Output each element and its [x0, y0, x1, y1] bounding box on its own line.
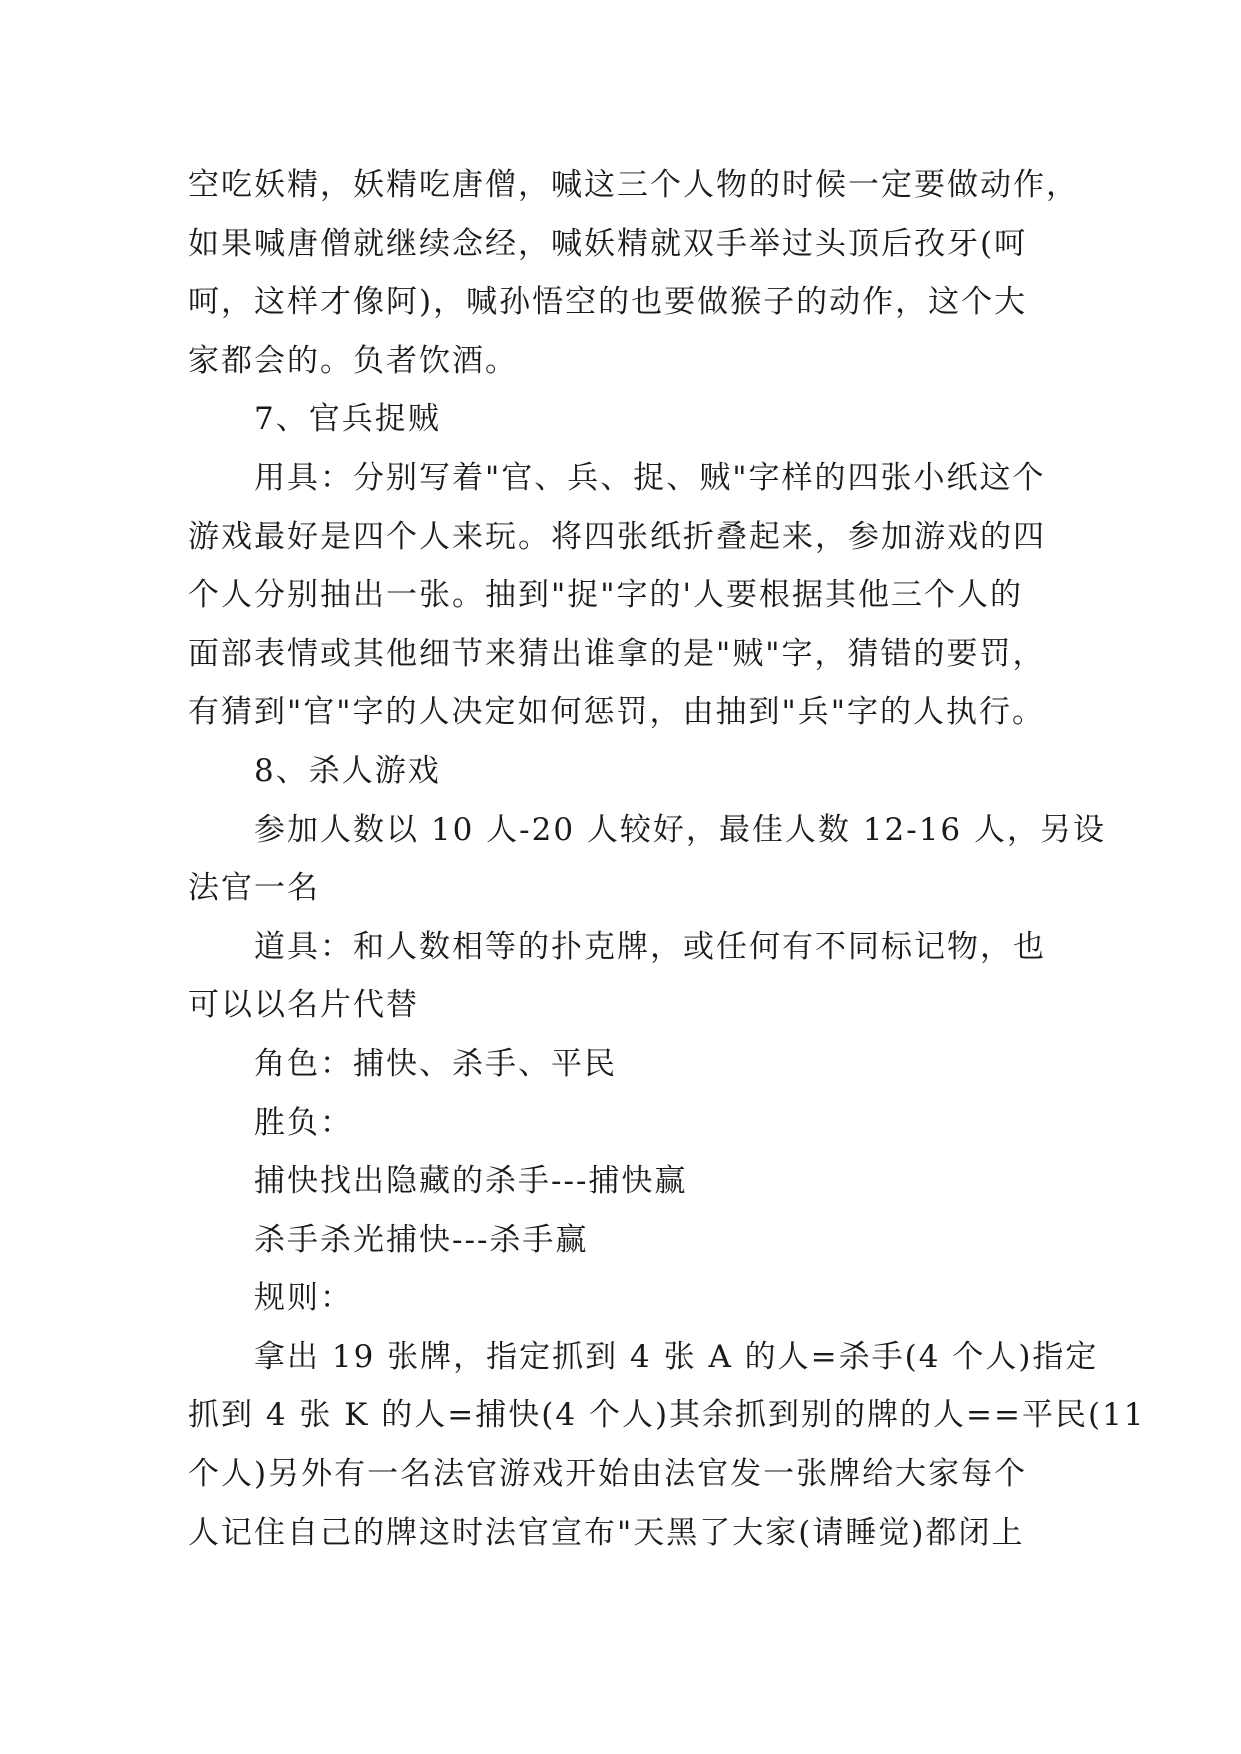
text-line: 游戏最好是四个人来玩。将四张纸折叠起来，参加游戏的四 — [188, 518, 1046, 555]
text-line: 抓到 4 张 K 的人=捕快(4 个人)其余抓到别的牌的人==平民(11 — [188, 1397, 1146, 1434]
text-line: 捕快找出隐藏的杀手---捕快赢 — [254, 1163, 688, 1200]
text-line: 可以以名片代替 — [188, 987, 419, 1024]
text-line: 空吃妖精，妖精吃唐僧，喊这三个人物的时候一定要做动作， — [188, 167, 1079, 203]
text-line: 参加人数以 10 人-20 人较好，最佳人数 12-16 人，另设 — [254, 811, 1107, 848]
text-line: 胜负： — [254, 1104, 353, 1141]
text-line: 个人分别抽出一张。抽到"捉"字的'人要根据其他三个人的 — [188, 577, 1024, 614]
text-line: 道具：和人数相等的扑克牌，或任何有不同标记物，也 — [254, 928, 1046, 965]
text-line: 个人)另外有一名法官游戏开始由法官发一张牌给大家每个 — [188, 1456, 1028, 1493]
text-line: 用具：分别写着"官、兵、捉、贼"字样的四张小纸这个 — [254, 459, 1046, 496]
section-heading: 7、官兵捉贼 — [254, 401, 441, 438]
text-line: 如果喊唐僧就继续念经，喊妖精就双手举过头顶后孜牙(呵 — [188, 225, 1028, 262]
text-line: 面部表情或其他细节来猜出谁拿的是"贼"字，猜错的要罚， — [188, 635, 1046, 672]
text-line: 家都会的。负者饮酒。 — [188, 342, 518, 379]
section-heading: 8、杀人游戏 — [254, 752, 441, 789]
body-text — [188, 156, 1146, 1562]
text-line: 杀手杀光捕快---杀手赢 — [254, 1221, 589, 1258]
text-line: 人记住自己的牌这时法官宣布"天黑了大家(请睡觉)都闭上 — [188, 1514, 1025, 1551]
text-line: 规则： — [254, 1280, 353, 1317]
text-line: 有猜到"官"字的人决定如何惩罚，由抽到"兵"字的人执行。 — [188, 694, 1046, 731]
text-line: 呵，这样才像阿)，喊孙悟空的也要做猴子的动作，这个大 — [188, 284, 1028, 321]
text-line: 角色：捕快、杀手、平民 — [254, 1045, 617, 1082]
text-line: 拿出 19 张牌，指定抓到 4 张 A 的人=杀手(4 个人)指定 — [254, 1338, 1099, 1375]
text-line: 法官一名 — [188, 870, 320, 907]
